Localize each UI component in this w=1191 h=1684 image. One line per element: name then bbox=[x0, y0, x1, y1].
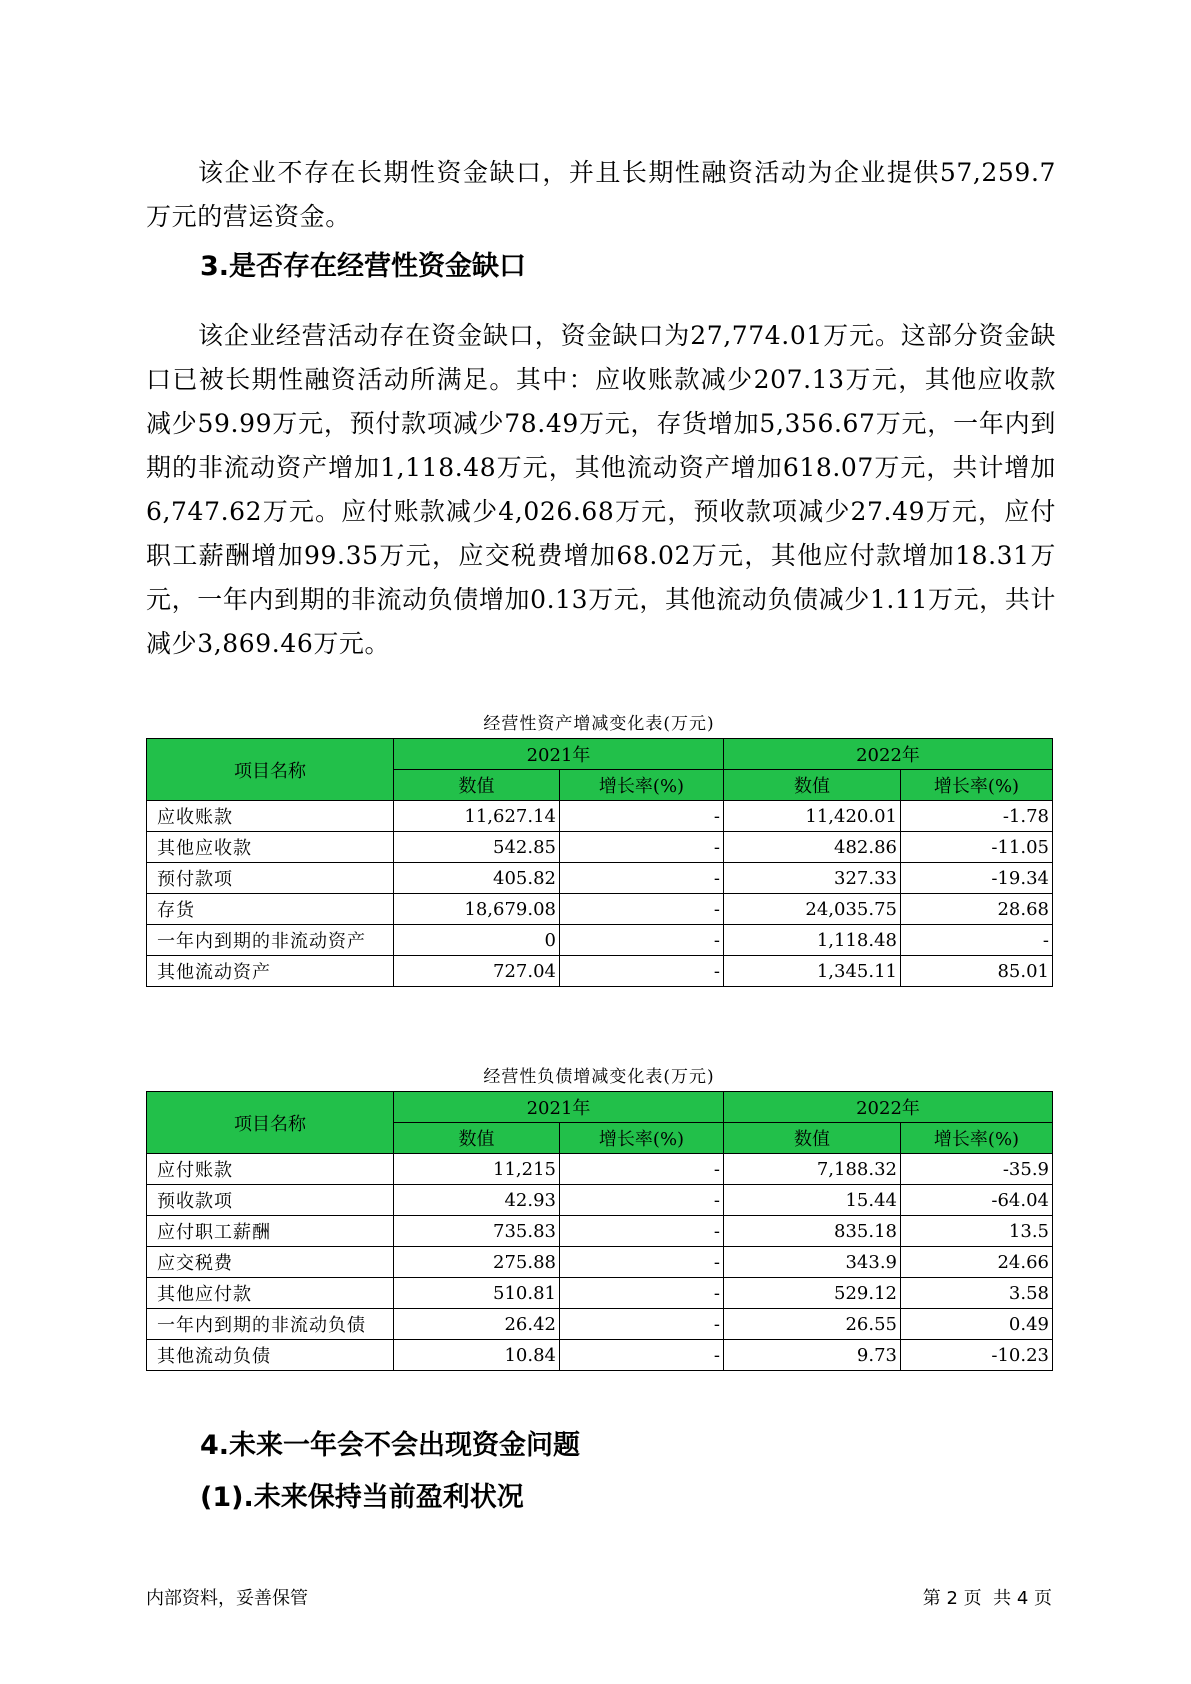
growth-2022: 85.01 bbox=[901, 956, 1053, 987]
growth-2021: - bbox=[560, 925, 724, 956]
footer-confidential: 内部资料，妥善保管 bbox=[146, 1588, 308, 1609]
value-2021: 11,627.14 bbox=[394, 801, 560, 832]
value-2021: 26.42 bbox=[394, 1309, 560, 1340]
table-row bbox=[147, 801, 1053, 832]
row-name: 预收款项 bbox=[147, 1185, 394, 1216]
value-2021: 11,215 bbox=[394, 1154, 560, 1185]
value-2021: 542.85 bbox=[394, 832, 560, 863]
row-name: 其他流动负债 bbox=[147, 1340, 394, 1371]
value-2022: 7,188.32 bbox=[724, 1154, 901, 1185]
growth-2021: - bbox=[560, 1278, 724, 1309]
value-2022: 15.44 bbox=[724, 1185, 901, 1216]
header-growth-2021: 增长率(%) bbox=[560, 1123, 724, 1154]
heading-future-funding: 4.未来一年会不会出现资金问题 bbox=[200, 1430, 581, 1461]
growth-2021: - bbox=[560, 801, 724, 832]
growth-2022: 0.49 bbox=[901, 1309, 1053, 1340]
header-value-2021: 数值 bbox=[394, 770, 560, 801]
paragraph-long-term-funding: 该企业不存在长期性资金缺口，并且长期性融资活动为企业提供57,259.7万元的营运资金。 bbox=[146, 158, 1056, 231]
growth-2022: 28.68 bbox=[901, 894, 1053, 925]
row-name: 存货 bbox=[147, 894, 394, 925]
table-row bbox=[147, 1185, 1053, 1216]
value-2022: 343.9 bbox=[724, 1247, 901, 1278]
value-2022: 1,345.11 bbox=[724, 956, 901, 987]
table-row bbox=[147, 1309, 1053, 1340]
header-year-2022: 2022年 bbox=[724, 739, 1053, 770]
value-2021: 510.81 bbox=[394, 1278, 560, 1309]
growth-2022: -10.23 bbox=[901, 1340, 1053, 1371]
value-2022: 9.73 bbox=[724, 1340, 901, 1371]
table-row bbox=[147, 1247, 1053, 1278]
table-row bbox=[147, 1340, 1053, 1371]
header-year-2022: 2022年 bbox=[724, 1092, 1053, 1123]
value-2021: 735.83 bbox=[394, 1216, 560, 1247]
heading-operating-gap: 3.是否存在经营性资金缺口 bbox=[200, 251, 527, 282]
growth-2022: 3.58 bbox=[901, 1278, 1053, 1309]
row-name: 其他流动资产 bbox=[147, 956, 394, 987]
growth-2021: - bbox=[560, 1216, 724, 1247]
growth-2022: -64.04 bbox=[901, 1185, 1053, 1216]
header-growth-2022: 增长率(%) bbox=[901, 770, 1053, 801]
value-2022: 11,420.01 bbox=[724, 801, 901, 832]
growth-2022: -19.34 bbox=[901, 863, 1053, 894]
row-name: 应收账款 bbox=[147, 801, 394, 832]
row-name: 应付账款 bbox=[147, 1154, 394, 1185]
header-year-2021: 2021年 bbox=[394, 739, 724, 770]
value-2022: 327.33 bbox=[724, 863, 901, 894]
table-liabilities bbox=[146, 1091, 1053, 1371]
value-2022: 529.12 bbox=[724, 1278, 901, 1309]
heading-keep-profitability: (1).未来保持当前盈利状况 bbox=[200, 1482, 524, 1513]
growth-2021: - bbox=[560, 1340, 724, 1371]
row-name: 一年内到期的非流动资产 bbox=[147, 925, 394, 956]
table-row bbox=[147, 894, 1053, 925]
table-row bbox=[147, 863, 1053, 894]
value-2021: 18,679.08 bbox=[394, 894, 560, 925]
row-name: 其他应收款 bbox=[147, 832, 394, 863]
header-year-2021: 2021年 bbox=[394, 1092, 724, 1123]
table-row bbox=[147, 925, 1053, 956]
header-growth-2022: 增长率(%) bbox=[901, 1123, 1053, 1154]
growth-2022: 13.5 bbox=[901, 1216, 1053, 1247]
header-growth-2021: 增长率(%) bbox=[560, 770, 724, 801]
growth-2021: - bbox=[560, 1185, 724, 1216]
value-2022: 482.86 bbox=[724, 832, 901, 863]
growth-2021: - bbox=[560, 956, 724, 987]
growth-2021: - bbox=[560, 832, 724, 863]
growth-2021: - bbox=[560, 1247, 724, 1278]
value-2022: 835.18 bbox=[724, 1216, 901, 1247]
paragraph-operating-gap: 该企业经营活动存在资金缺口，资金缺口为27,774.01万元。这部分资金缺口已被长期性融资活动所满足。其中：应收账款减少207.13万元，其他应收款减少59.99万元，预付款项减少78.49万元，存货增加5,356.67万元，一年内到期的非流动资产增加1,118.48万元，其他流动资产增加618.07万元，共计增加6,747.62万元。应付账款减少4,026.68万元，预收款项减少27.49万元，应付职工薪酬增加99.35万元，应交税费增加68.02万元，其他应付款增加18.31万元，一年内到期的非流动负债增加0.13万元，其他流动负债减少1.11万元，共计减少3,869.46万元。 bbox=[146, 321, 1056, 658]
value-2022: 24,035.75 bbox=[724, 894, 901, 925]
table-row bbox=[147, 956, 1053, 987]
growth-2022: -1.78 bbox=[901, 801, 1053, 832]
growth-2022: - bbox=[901, 925, 1053, 956]
header-item-name: 项目名称 bbox=[147, 1092, 394, 1154]
growth-2021: - bbox=[560, 863, 724, 894]
row-name: 预付款项 bbox=[147, 863, 394, 894]
growth-2021: - bbox=[560, 894, 724, 925]
header-item-name: 项目名称 bbox=[147, 739, 394, 801]
value-2021: 42.93 bbox=[394, 1185, 560, 1216]
header-value-2021: 数值 bbox=[394, 1123, 560, 1154]
row-name: 一年内到期的非流动负债 bbox=[147, 1309, 394, 1340]
row-name: 其他应付款 bbox=[147, 1278, 394, 1309]
value-2021: 275.88 bbox=[394, 1247, 560, 1278]
value-2022: 26.55 bbox=[724, 1309, 901, 1340]
header-value-2022: 数值 bbox=[724, 770, 901, 801]
row-name: 应付职工薪酬 bbox=[147, 1216, 394, 1247]
value-2022: 1,118.48 bbox=[724, 925, 901, 956]
value-2021: 0 bbox=[394, 925, 560, 956]
value-2021: 727.04 bbox=[394, 956, 560, 987]
footer-page-number: 第 2 页 共 4 页 bbox=[922, 1588, 1052, 1609]
table-assets-caption: 经营性资产增减变化表(万元) bbox=[483, 714, 715, 734]
table-row bbox=[147, 1278, 1053, 1309]
table-row bbox=[147, 832, 1053, 863]
row-name: 应交税费 bbox=[147, 1247, 394, 1278]
growth-2021: - bbox=[560, 1154, 724, 1185]
table-liabilities-caption: 经营性负债增减变化表(万元) bbox=[483, 1067, 715, 1087]
value-2021: 405.82 bbox=[394, 863, 560, 894]
growth-2022: 24.66 bbox=[901, 1247, 1053, 1278]
growth-2021: - bbox=[560, 1309, 724, 1340]
growth-2022: -35.9 bbox=[901, 1154, 1053, 1185]
table-assets bbox=[146, 738, 1053, 987]
value-2021: 10.84 bbox=[394, 1340, 560, 1371]
table-row bbox=[147, 1154, 1053, 1185]
header-value-2022: 数值 bbox=[724, 1123, 901, 1154]
growth-2022: -11.05 bbox=[901, 832, 1053, 863]
table-row bbox=[147, 1216, 1053, 1247]
